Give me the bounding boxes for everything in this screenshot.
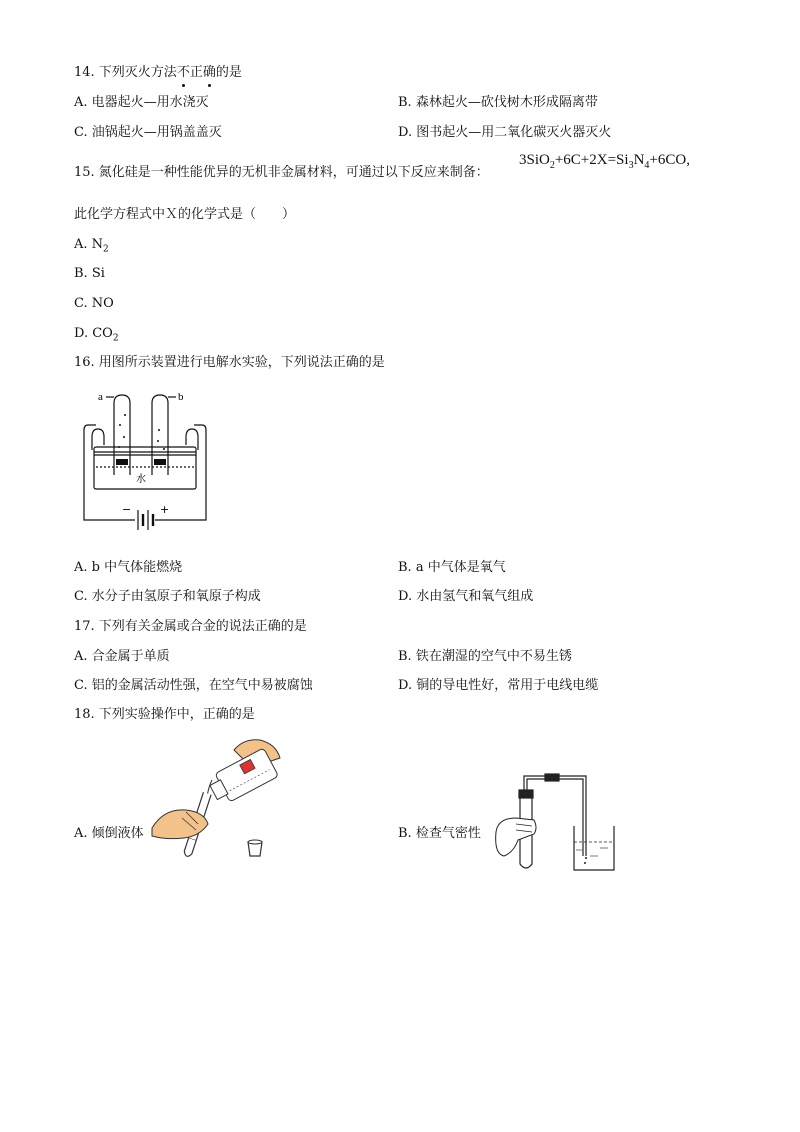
eq-sub: 2 [549,160,555,171]
emphasis-dot-char: 确 [202,65,216,80]
q15-option-d [74,325,119,348]
q14-option-c: C. 油锅起火—用锅盖盖灭 [74,125,222,140]
eq-part: 3SiO [519,152,550,168]
q15-option-a [74,236,109,259]
eq-part: N [633,152,645,168]
label-minus: − [122,503,132,516]
q14-stem-text: 的是 [215,65,242,80]
label-plus: + [160,503,170,516]
subscript: 2 [103,244,109,255]
q14-stem-text: 14. 下列灭火方法 [74,65,177,80]
label-b: b [178,391,184,403]
q15-equation [519,152,690,171]
q14-stem-text: 正 [189,65,203,80]
q15-option-c: C. NO [74,296,114,311]
q14-option-d: D. 图书起火—用二氧化碳灭火器灭火 [398,125,612,140]
electrolysis-apparatus-figure [80,385,210,535]
q15-option-d-text: D. CO [74,326,113,341]
q16-option-d: D. 水由氢气和氧气组成 [398,589,534,604]
q18-option-a: A. 倾倒液体 [74,826,144,841]
eq-sub: 3 [628,160,634,171]
eq-sub: 4 [644,160,650,171]
q15-option-b: B. Si [74,266,105,281]
eq-part: +6C+2X=Si [554,152,629,168]
q15-stem: 15. 氮化硅是一种性能优异的无机非金属材料，可通过以下反应来制备： [74,165,489,180]
q15-stem-cont: 此化学方程式中Ｘ的化学式是（ ） [74,207,296,222]
label-a: a [98,391,103,403]
q17-option-b: B. 铁在潮湿的空气中不易生锈 [398,649,572,664]
q17-option-a: A. 合金属于单质 [74,649,170,664]
subscript: 2 [112,333,119,344]
q14-option-b: B. 森林起火—砍伐树木形成隔离带 [398,95,598,110]
eq-part: , [686,152,690,168]
q16-stem: 16. 用图所示装置进行电解水实验，下列说法正确的是 [74,355,385,370]
q18-stem: 18. 下列实验操作中，正确的是 [74,707,255,722]
q14-stem [74,64,242,82]
q16-option-c: C. 水分子由氢原子和氧原子构成 [74,589,261,604]
label-water: 水 [136,474,146,485]
q17-option-d: D. 铜的导电性好，常用于电线电缆 [398,678,599,693]
q17-option-c: C. 铝的金属活动性强，在空气中易被腐蚀 [74,678,313,693]
q18-option-b: B. 检查气密性 [398,826,481,841]
q14-option-a: A. 电器起火—用水浇灭 [74,95,209,110]
q17-stem: 17. 下列有关金属或合金的说法正确的是 [74,619,307,634]
q16-option-a: A. b 中气体能燃烧 [74,560,183,575]
q16-option-b: B. a 中气体是氧气 [398,560,506,575]
air-tightness-check-figure [490,768,620,874]
pouring-liquid-figure [150,732,290,867]
q15-option-a-text: A. N [74,237,104,252]
emphasis-dot-char: 不 [176,65,190,80]
eq-part: +6CO [649,152,687,168]
